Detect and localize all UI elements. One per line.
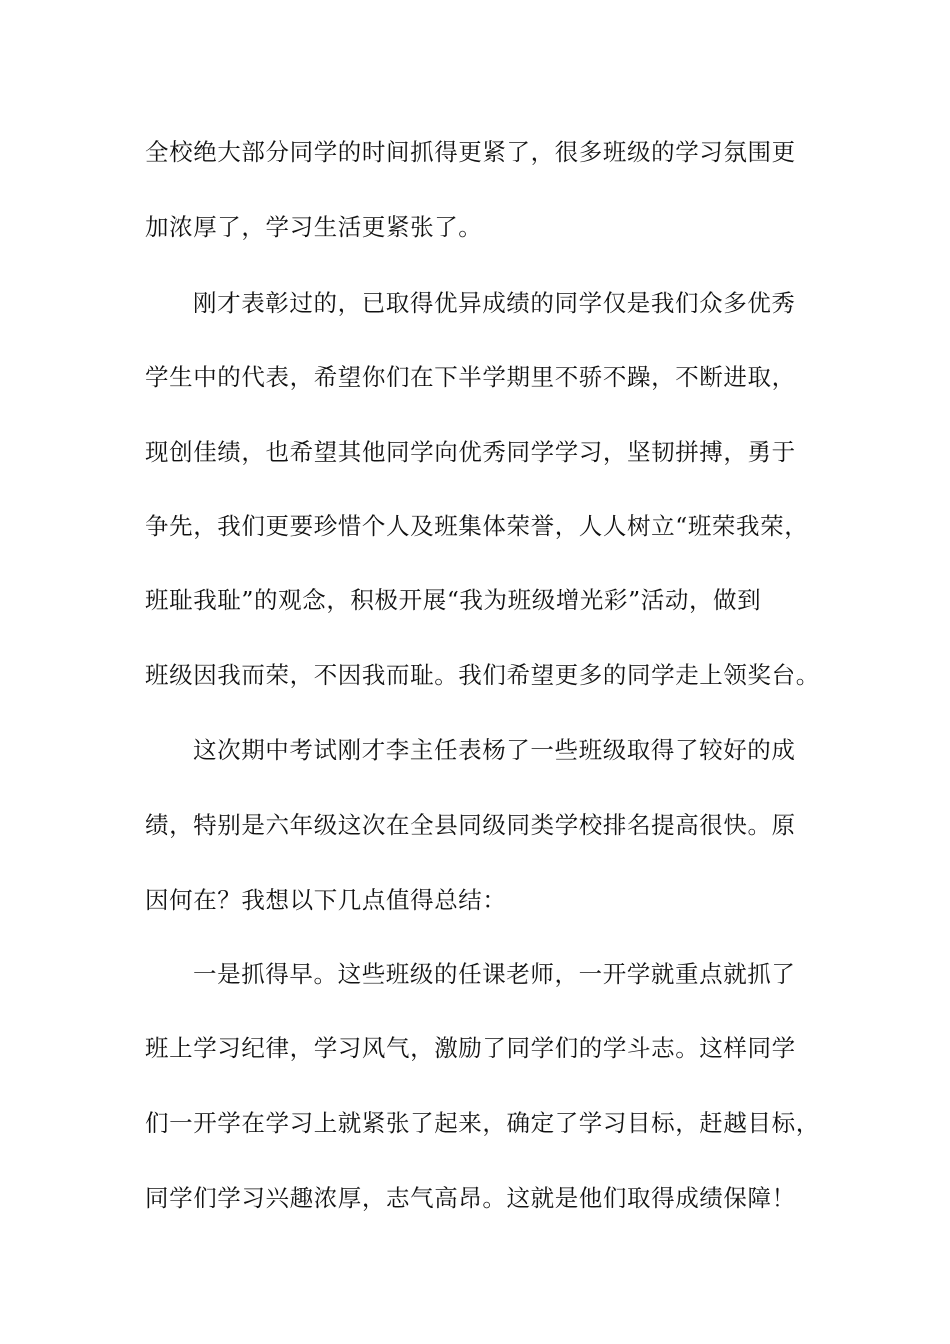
text-line: 绩，特别是六年级这次在全县同级同类学校排名提高很快。原: [145, 811, 796, 839]
text-line: 现创佳绩，也希望其他同学向优秀同学学习，坚韧拼搏，勇于: [145, 438, 796, 466]
text-line: 们一开学在学习上就紧张了起来，确定了学习目标，赶越目标，: [145, 1109, 820, 1137]
text-line: 班级因我而荣，不因我而耻。我们希望更多的同学走上领奖台。: [145, 661, 820, 689]
paragraph-start-line: 刚才表彰过的，已取得优异成绩的同学仅是我们众多优秀: [193, 289, 796, 317]
paragraph-start-line: 这次期中考试刚才李主任表杨了一些班级取得了较好的成: [193, 736, 796, 764]
text-line: 全校绝大部分同学的时间抓得更紧了，很多班级的学习氛围更: [145, 138, 796, 166]
text-line: 班上学习纪律，学习风气，激励了同学们的学斗志。这样同学: [145, 1034, 796, 1062]
text-line: 班耻我耻”的观念，积极开展“我为班级增光彩”活动，做到: [145, 586, 762, 614]
paragraph-start-line: 一是抓得早。这些班级的任课老师，一开学就重点就抓了: [193, 960, 796, 988]
text-line: 加浓厚了，学习生活更紧张了。: [145, 213, 483, 241]
text-line: 学生中的代表，希望你们在下半学期里不骄不躁，不断进取，: [145, 363, 796, 391]
text-line: 争先，我们更要珍惜个人及班集体荣誉，人人树立“班荣我荣，: [145, 512, 809, 540]
text-line: 同学们学习兴趣浓厚，志气高昂。这就是他们取得成绩保障！: [145, 1184, 796, 1212]
text-line: 因何在？我想以下几点值得总结：: [145, 886, 507, 914]
